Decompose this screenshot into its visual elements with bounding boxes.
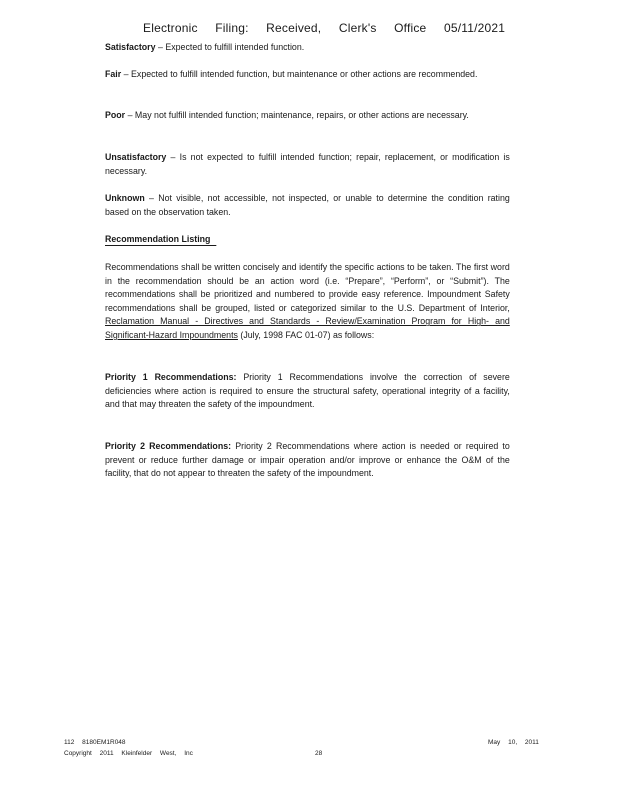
rating-poor — [105, 109, 510, 123]
footer-doc-id: 112 8180EM1R048 — [64, 739, 126, 746]
footer-page-number: 28 — [315, 750, 323, 757]
priority-2-term: Priority 2 Recommendations: — [105, 441, 232, 452]
priority-2-description: Priority 2 Recommendations where action is needed or required to prevent or reduce further damage or impair operation and/or improve or enhance the O&M of the facility, that do not appear to threaten the safety of the impoundment. — [105, 441, 510, 480]
filing-stamp: Electronic Filing: Received, Clerk's Office 05/11/2021 — [143, 21, 506, 35]
rating-satisfactory — [105, 41, 510, 55]
footer-date: May 10, 2011 — [488, 739, 539, 746]
rating-description: – Expected to fulfill intended function. — [157, 42, 305, 53]
rating-fair — [105, 68, 510, 82]
priority-2-paragraph — [105, 440, 510, 481]
rating-term: Satisfactory — [105, 42, 156, 53]
rating-description: – Not visible, not accessible, not inspected, or unable to determine the condition rating based on the observation taken. — [105, 193, 510, 218]
priority-1-paragraph — [105, 371, 510, 412]
rating-description: – Is not expected to fulfill intended function; repair, replacement, or modification is necessary. — [105, 152, 510, 177]
recommendation-intro — [105, 261, 510, 343]
recommendation-listing-heading: Recommendation Listing — [105, 234, 216, 246]
rating-term: Unsatisfactory — [105, 152, 167, 163]
rating-term: Fair — [105, 69, 122, 80]
rating-term: Unknown — [105, 193, 145, 204]
rating-description: – May not fulfill intended function; maintenance, repairs, or other actions are necessary. — [127, 110, 469, 121]
intro-text: Recommendations shall be written concisely and identify the specific actions to be taken. The first word in the recommendation should be an action word (i.e. “Prepare”, “Perform”, or “Submit”). The recommendations shall be prioritized and numbered to provide easy reference. Impoundment Safety recommendations shall be grouped, listed or categorized similar to the U.S. Department of Interior, — [105, 262, 510, 314]
footer-copyright: Copyright 2011 Kleinfelder West, Inc — [64, 750, 193, 757]
priority-1-description: Priority 1 Recommendations involve the correction of severe deficiencies where action is required to ensure the structural safety, operational integrity of a facility, and that may threaten the safety of the impoundment. — [105, 372, 510, 411]
rating-description: – Expected to fulfill intended function, but maintenance or other actions are recommended. — [123, 69, 478, 80]
priority-1-term: Priority 1 Recommendations: — [105, 372, 237, 383]
section-heading — [105, 234, 216, 245]
rating-unknown — [105, 192, 510, 219]
intro-text-end: (July, 1998 FAC 01-07) as follows: — [237, 329, 375, 341]
rating-unsatisfactory — [105, 151, 510, 178]
reclamation-manual-reference: Reclamation Manual - Directives and Standards - Review/Examination Program for High- and Significant-Hazard Impoundments — [105, 316, 510, 341]
rating-term: Poor — [105, 110, 126, 121]
